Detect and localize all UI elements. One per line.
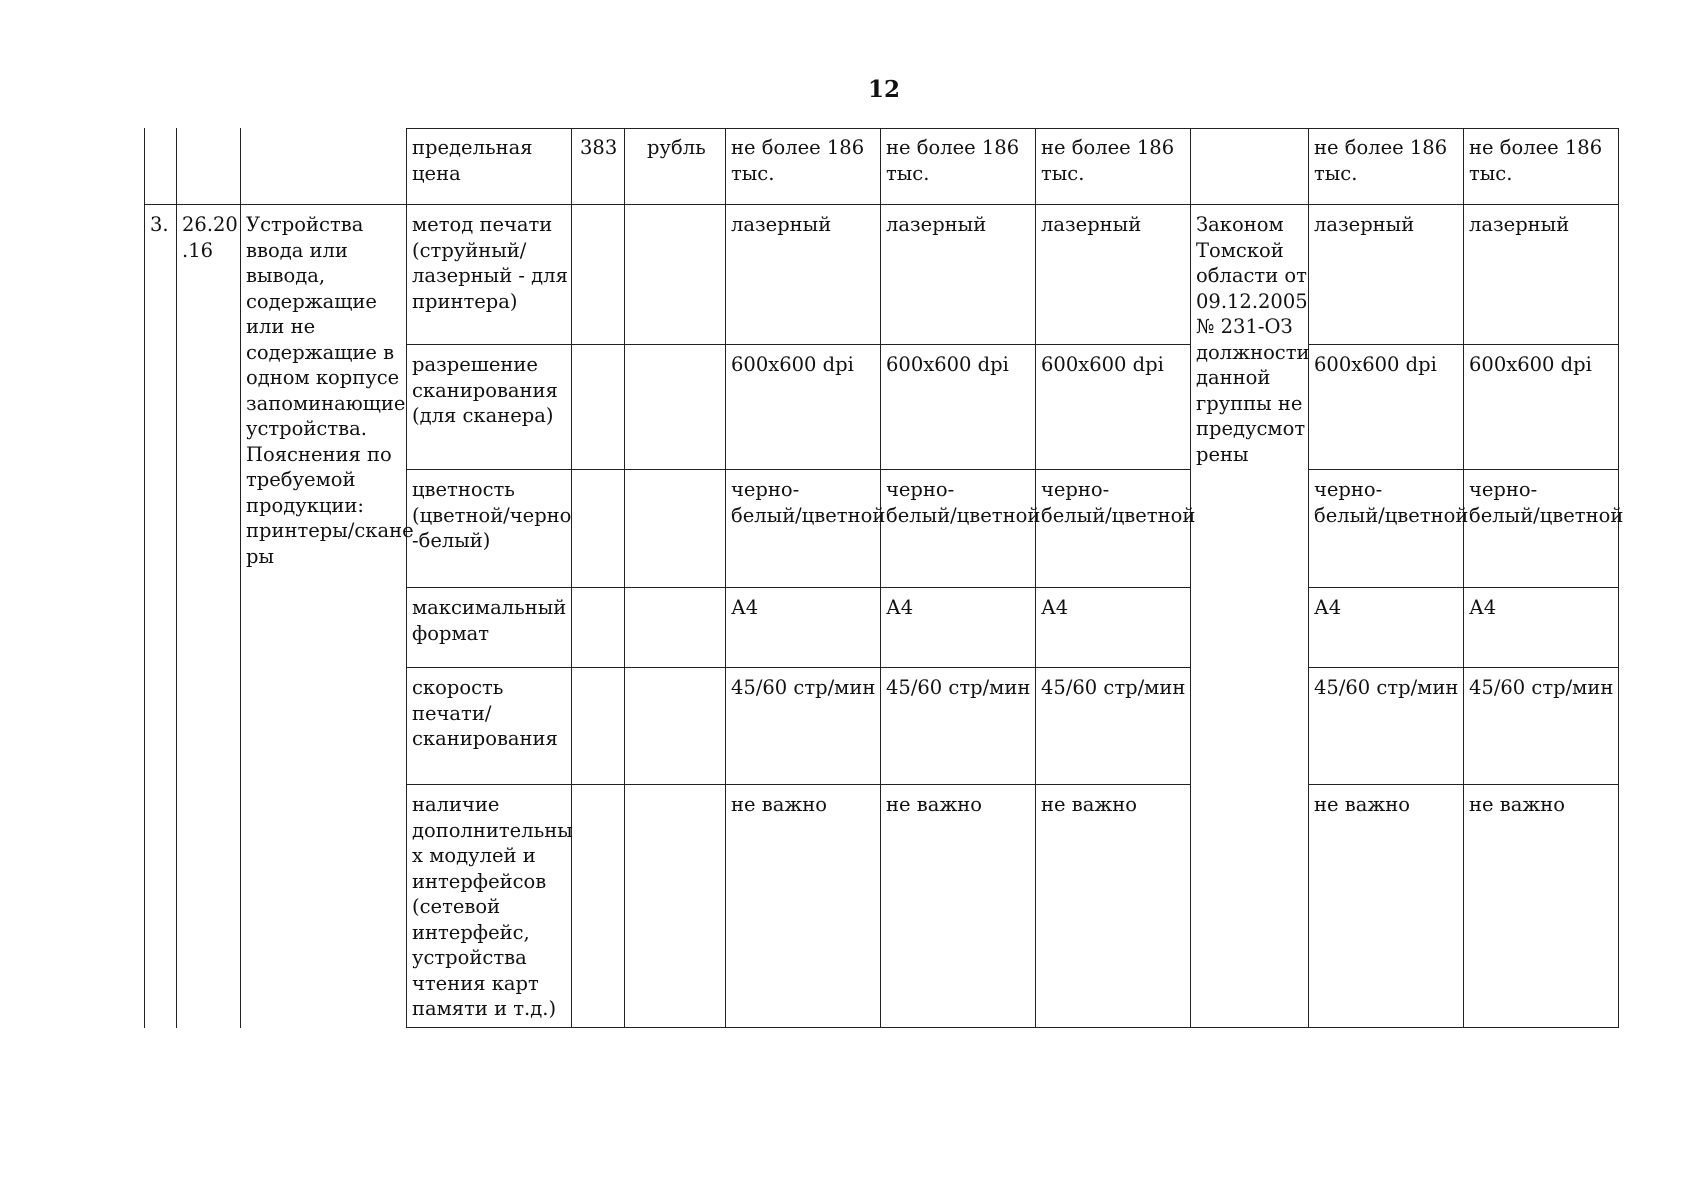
row-value: не важно (1041, 793, 1138, 816)
row-value: не важно (731, 793, 828, 816)
row-value: 45/60 стр/мин (731, 676, 876, 699)
row-value: черно- белый/цветной (886, 478, 1041, 527)
row-value: лазерный (1314, 213, 1415, 236)
row-value: лазерный (886, 213, 987, 236)
table-border (1035, 128, 1036, 1028)
row-value: А4 (1041, 596, 1069, 619)
table-border (406, 667, 1191, 668)
row-value: 45/60 стр/мин (1314, 676, 1459, 699)
table-border (624, 128, 625, 1028)
table-border (1308, 667, 1619, 668)
row-characteristic: максимальный формат (412, 596, 567, 645)
row-value: А4 (731, 596, 759, 619)
row-value: 600x600 dpi (1314, 353, 1437, 376)
cont-row-value: не более 186 тыс. (1469, 136, 1603, 185)
item-law-note: Законом Томской области от 09.12.2005 № 231-ОЗ должности данной группы не предусмот рены (1196, 213, 1310, 466)
table-border (144, 204, 1619, 205)
table-border (1308, 784, 1619, 785)
row-value: 45/60 стр/мин (886, 676, 1031, 699)
table-border (1308, 344, 1619, 345)
table-border (144, 128, 145, 1028)
row-value: не важно (1469, 793, 1566, 816)
table-border (1463, 128, 1464, 1028)
row-value: черно- белый/цветной (1469, 478, 1624, 527)
cont-row-characteristic: предельная цена (412, 136, 533, 185)
table-border (406, 1027, 1619, 1028)
table-border (406, 344, 1191, 345)
row-value: 600x600 dpi (1469, 353, 1592, 376)
table-border (1308, 587, 1619, 588)
cont-row-value: не более 186 тыс. (1314, 136, 1448, 185)
row-characteristic: скорость печати/ сканирования (412, 676, 558, 750)
row-value: черно- белый/цветной (1314, 478, 1469, 527)
row-value: не важно (886, 793, 983, 816)
row-value: черно- белый/цветной (731, 478, 886, 527)
row-characteristic: разрешение сканирования (для сканера) (412, 353, 558, 427)
row-value: лазерный (1041, 213, 1142, 236)
row-characteristic: метод печати (струйный/ лазерный - для принтера) (412, 213, 568, 313)
row-value: черно- белый/цветной (1041, 478, 1196, 527)
row-characteristic: цветность (цветной/черно -белый) (412, 478, 572, 552)
table-border (406, 128, 1619, 129)
table-border (725, 128, 726, 1028)
table-border (1308, 469, 1619, 470)
cont-row-unit: рубль (647, 136, 706, 159)
table-border (406, 469, 1191, 470)
row-value: А4 (1314, 596, 1342, 619)
item-name: Устройства ввода или вывода, содержащие или не содержащие в одном корпусе запоминающие устройства. Пояснения по требуемой продукции: принтеры/скане ры (246, 213, 414, 568)
row-value: лазерный (731, 213, 832, 236)
row-value: лазерный (1469, 213, 1570, 236)
cont-row-value: не более 186 тыс. (886, 136, 1020, 185)
row-characteristic: наличие дополнительны х модулей и интерфейсов (сетевой интерфейс, устройства чтения карт памяти и т.д.) (412, 793, 573, 1020)
table-border (406, 784, 1191, 785)
item-okpd-code: 26.20 .16 (182, 213, 238, 262)
row-value: 45/60 стр/мин (1041, 676, 1186, 699)
row-value: 45/60 стр/мин (1469, 676, 1614, 699)
row-value: А4 (886, 596, 914, 619)
table-border (880, 128, 881, 1028)
row-value: 600x600 dpi (731, 353, 854, 376)
cont-row-value: не более 186 тыс. (1041, 136, 1175, 185)
table-border (1190, 128, 1191, 1028)
row-value: не важно (1314, 793, 1411, 816)
row-value: 600x600 dpi (1041, 353, 1164, 376)
row-value: 600x600 dpi (886, 353, 1009, 376)
table-border (1618, 128, 1619, 1028)
page-number: 12 (867, 76, 900, 103)
row-value: А4 (1469, 596, 1497, 619)
cont-row-value: не более 186 тыс. (731, 136, 865, 185)
cont-row-code: 383 (580, 136, 618, 159)
table-border (240, 128, 241, 1028)
table-border (176, 128, 177, 1028)
table-border (406, 587, 1191, 588)
item-number: 3. (150, 213, 169, 236)
